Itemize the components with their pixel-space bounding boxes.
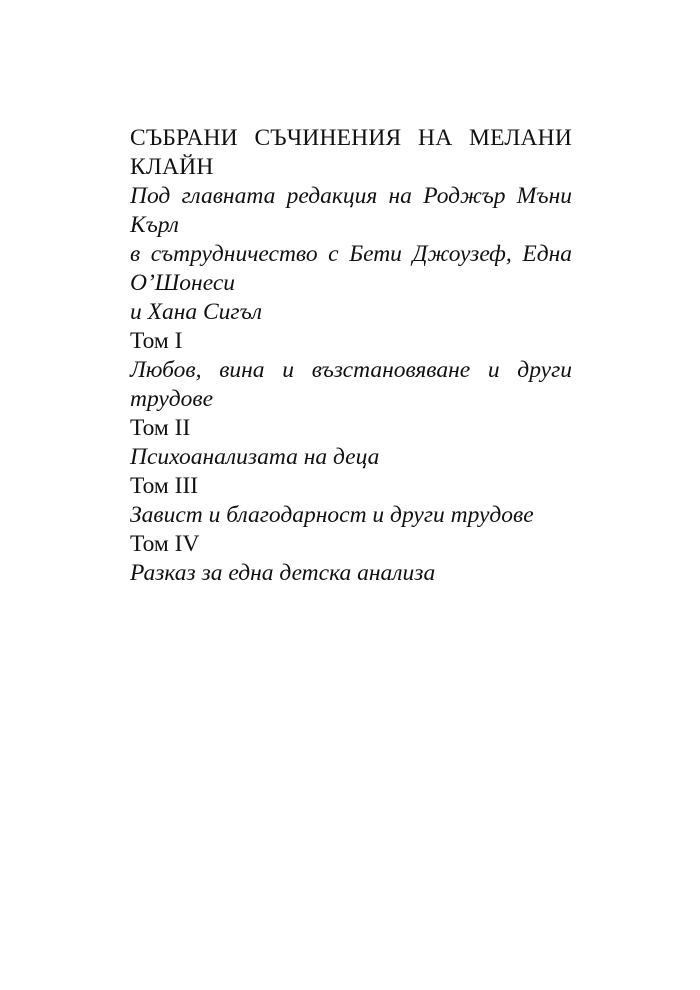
series-title: СЪБРАНИ СЪЧИНЕНИЯ НА МЕЛАНИ КЛАЙН: [130, 125, 572, 180]
volume-2-title: Психоанализата на деца: [130, 444, 380, 470]
volume-3-title: Завист и благодарност и други трудове: [130, 502, 534, 528]
volume-2-label: Том II: [130, 415, 191, 441]
collaborators-line-2: и Хана Сигъл: [130, 299, 263, 325]
editor-line: Под главната редакция на Роджър Мъни Кърл: [130, 183, 572, 238]
collaborators-line: в сътрудничество с Бети Джоузеф, Една О’Шонеси: [130, 241, 572, 296]
volume-4-label: Том IV: [130, 531, 200, 557]
volume-3-label: Том III: [130, 473, 199, 499]
series-block: [130, 124, 572, 588]
volume-4-title: Разказ за една детска анализа: [130, 560, 436, 586]
volume-1-title: Любов, вина и възстановяване и други трудове: [130, 357, 572, 412]
volume-1-label: Том I: [130, 328, 183, 354]
